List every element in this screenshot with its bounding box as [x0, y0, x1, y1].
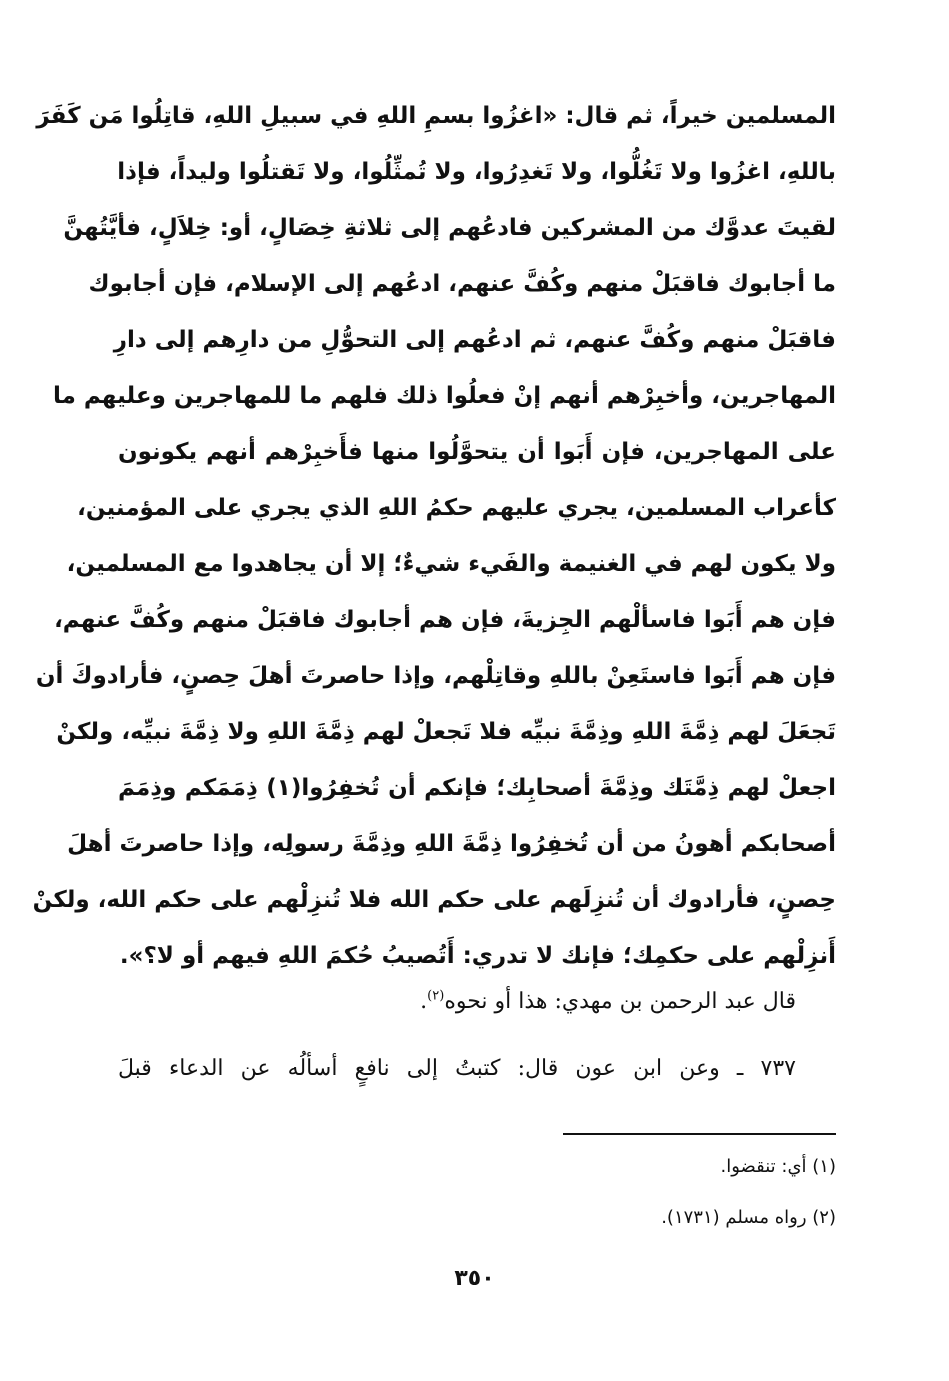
- narrator-comment: [118, 982, 836, 1022]
- hadith-text-block: [32, 88, 836, 984]
- text-line-7: على المهاجرين، فإن أَبَوا أن يتحوَّلُوا منها فأَخبِرْهم أنهم يكونون: [118, 439, 836, 465]
- text-line-11: فإن هم أَبَوا فاستَعِنْ باللهِ وقاتِلْهم، وإذا حاصرتَ أهلَ حِصنٍ، فأرادوكَ أن: [35, 663, 836, 689]
- text-line-14: أصحابكم أهونُ من أن تُخفِرُوا ذِمَّةَ اللهِ وذِمَّةَ رسولِه، وإذا حاصرتَ أهلَ: [67, 831, 836, 857]
- footnote-separator: [563, 1133, 836, 1135]
- text-line-5: فاقبَلْ منهم وكُفَّ عنهم، ثم ادعُهم إلى التحوُّلِ من دارِهم إلى دارِ: [113, 327, 836, 353]
- text-line-4: ما أجابوك فاقبَلْ منهم وكُفَّ عنهم، ادعُهم إلى الإسلام، فإن أجابوك: [88, 271, 836, 297]
- text-line-16: أَنزِلْهم على حكمِك؛ فإنك لا تدري: أَتُصيبُ حُكمَ اللهِ فيهم أو لا؟».: [119, 943, 836, 969]
- narrator-comment-text: قال عبد الرحمن بن مهدي: هذا أو نحوه: [444, 989, 796, 1014]
- text-line-3: لقيتَ عدوَّك من المشركين فادعُهم إلى ثلاثةِ خِصَالٍ، أو: خِلاَلٍ، فأيَّتُهنَّ: [63, 215, 836, 241]
- text-line-10: فإن هم أَبَوا فاسألْهم الجِزيةَ، فإن هم أجابوك فاقبَلْ منهم وكُفَّ عنهم،: [54, 607, 836, 633]
- text-line-9: ولا يكون لهم في الغنيمة والفَيء شيءٌ؛ إلا أن يجاهدوا مع المسلمين،: [66, 551, 836, 577]
- text-line-1: المسلمين خيراً، ثم قال: «اغزُوا بسمِ اللهِ في سبيلِ اللهِ، قاتِلُوا مَن كَفَرَ: [36, 103, 836, 129]
- footnote-2: (٢) رواه مسلم (١٧٣١).: [661, 1207, 836, 1228]
- text-line-6: المهاجرين، وأخبِرْهم أنهم إنْ فعلُوا ذلك فلهم ما للمهاجرين وعليهم ما: [53, 383, 836, 409]
- footnote-1: (١) أي: تنقضوا.: [720, 1156, 836, 1177]
- text-line-15: حِصنٍ، فأرادوك أن تُنزِلَهم على حكم الله فلا تُنزِلْهم على حكم الله، ولكنْ: [32, 887, 836, 913]
- narrator-comment-end: .: [420, 989, 428, 1014]
- text-line-13: اجعلْ لهم ذِمَّتَك وذِمَّةَ أصحابِك؛ فإنكم أن تُخفِرُوا(١) ذِمَمَكم وذِمَمَ: [118, 775, 836, 801]
- footnote-reference-2: (٢): [427, 988, 445, 1004]
- hadith-737-opening: ٧٣٧ ـ وعن ابن عون قال: كتبتُ إلى نافعٍ أسألُه عن الدعاء قبلَ: [118, 1056, 796, 1081]
- text-line-8: كأعراب المسلمين، يجري عليهم حكمُ اللهِ الذي يجري على المؤمنين،: [77, 495, 836, 521]
- text-line-12: تَجعَلَ لهم ذِمَّةَ اللهِ وذِمَّةَ نبيِّه فلا تَجعلْ لهم ذِمَّةَ اللهِ ولا ذِمَّةَ نبيِّه، ولكنْ: [56, 719, 836, 745]
- page-number: ٣٥٠: [454, 1266, 495, 1291]
- text-line-2: باللهِ، اغزُوا ولا تَغُلُّوا، ولا تَغدِرُوا، ولا تُمثِّلُوا، ولا تَقتلُوا وليداً، فإذا: [117, 159, 836, 185]
